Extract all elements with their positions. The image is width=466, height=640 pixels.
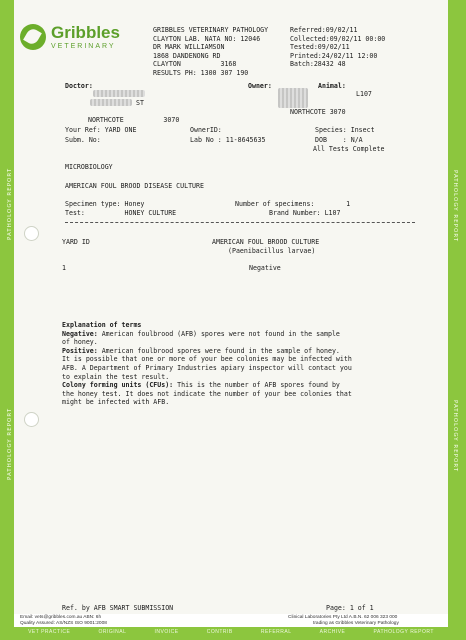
- dashed-divider: [65, 222, 415, 223]
- dates-block: [290, 26, 385, 69]
- strip-label: PATHOLOGY REPORT: [452, 170, 458, 243]
- explanation-block: [62, 321, 352, 407]
- lab-street: 1868 DANDENONG RD: [153, 51, 221, 60]
- owner-label: Owner:: [248, 82, 272, 90]
- copy-tab: REFERRAL: [260, 629, 292, 635]
- footer-company: Clinical Laboratories Pty Ltd A.B.N. 62 006 323 000: [288, 615, 398, 620]
- doctor-street-suffix: ST: [136, 99, 144, 107]
- negative-text-2: of honey.: [62, 338, 98, 347]
- copy-tab: PATHOLOGY REPORT: [373, 629, 434, 635]
- lab-doctor: DR MARK WILLIAMSON: [153, 43, 225, 52]
- tested-date: Tested:09/02/11: [290, 43, 350, 52]
- tests-status: All Tests Complete: [313, 145, 385, 153]
- results-phone: RESULTS PH: 1300 307 190: [153, 68, 249, 77]
- copy-tab: CONTRIB: [206, 629, 233, 635]
- footer-trading: trading as Gribbles Veterinary Pathology: [313, 621, 399, 626]
- negative-text: American foulbrood (AFB) spores were not found in the sample: [97, 329, 340, 338]
- positive-text: American foulbrood spores were found in the sample of honey.: [97, 346, 340, 355]
- strip-label: PATHOLOGY REPORT: [452, 400, 458, 473]
- doctor-suburb: NORTHCOTE 3070: [88, 116, 180, 124]
- specimen-type: Specimen type: Honey: [65, 200, 145, 208]
- negative-label: Negative:: [62, 329, 98, 338]
- leaf-icon: [20, 24, 46, 50]
- owner-id: OwnerID:: [190, 126, 222, 134]
- footer-email: Email: vets@gribbles.com.au ABN: 6h: [20, 615, 102, 620]
- result-value: Negative: [249, 264, 281, 272]
- strip-label: PATHOLOGY REPORT: [7, 167, 13, 240]
- species: Species: Insect: [315, 126, 375, 134]
- redacted-doctor-name: [93, 90, 145, 97]
- lab-name: GRIBBLES VETERINARY PATHOLOGY: [153, 26, 269, 34]
- punch-hole: [24, 412, 39, 427]
- department: MICROBIOLOGY: [65, 163, 113, 171]
- col-afb-culture: AMERICAN FOUL BROOD CULTURE: [212, 238, 320, 246]
- right-green-strip: [448, 0, 466, 640]
- redacted-doctor-street: [90, 99, 132, 106]
- explanation-heading: Explanation of terms: [62, 321, 142, 329]
- submission-reference: Ref. by AFB SMART SUBMISSION: [62, 604, 174, 612]
- positive-label: Positive:: [62, 346, 98, 355]
- positive-text-3: AFB. A Department of Primary Industries apiary inspector will contact you: [62, 363, 352, 372]
- date-of-birth: DOB : N/A: [315, 136, 363, 144]
- referred-date: Referred:09/02/11: [290, 26, 358, 34]
- copy-tab: ORIGINAL: [98, 629, 127, 635]
- col-organism: (Paenibacillus larvae): [228, 247, 316, 255]
- cfu-text-3: might be infected with AFB.: [62, 398, 170, 407]
- brand-sub: VETERINARY: [51, 43, 116, 50]
- lab-address-block: [153, 26, 268, 78]
- brand-name: Gribbles: [51, 23, 120, 42]
- collected-date: Collected:09/02/11 00:00: [290, 34, 386, 43]
- copy-tab: ARCHIVE: [319, 629, 346, 635]
- doctor-label: Doctor:: [65, 82, 93, 90]
- copy-tab: VET PRACTICE: [28, 629, 71, 635]
- test-name: Test: HONEY CULTURE: [65, 209, 177, 217]
- cfu-label: Colony forming units (CFUs):: [62, 381, 174, 390]
- owner-suburb: NORTHCOTE 3070: [290, 108, 346, 116]
- footer-quality: Quality Assured: AS/NZS ISO 9001:2008: [20, 621, 107, 626]
- brand-number: Brand Number: L107: [269, 209, 341, 217]
- result-yard-id: 1: [62, 264, 66, 272]
- gribbles-logo: [20, 24, 120, 50]
- lab-number: Lab No : 11-8645635: [190, 136, 266, 144]
- cfu-text-2: the honey test. It does not indicate the number of your bee colonies that: [62, 389, 352, 398]
- test-title: AMERICAN FOUL BROOD DISEASE CULTURE: [65, 182, 204, 190]
- punch-hole: [24, 226, 39, 241]
- lab-suburb: CLAYTON 3168: [153, 60, 237, 69]
- redacted-owner: [278, 88, 308, 108]
- cfu-text: This is the number of AFB spores found by: [173, 381, 340, 390]
- positive-text-4: to explain the test result.: [62, 372, 170, 381]
- copy-tab: INVOICE: [154, 629, 179, 635]
- submission-number: Subm. No:: [65, 136, 101, 144]
- animal-id: L107: [356, 90, 372, 98]
- batch-number: Batch:28432 48: [290, 60, 346, 69]
- number-of-specimens: Number of specimens: 1: [235, 200, 351, 208]
- page-number: Page: 1 of 1: [326, 604, 374, 612]
- col-yard-id: YARD ID: [62, 238, 90, 246]
- printed-date: Printed:24/02/11 12:00: [290, 51, 378, 60]
- left-green-strip: [0, 0, 14, 640]
- your-ref: Your Ref: YARD ONE: [65, 126, 137, 134]
- positive-text-2: It is possible that one or more of your bee colonies may be infected with: [62, 355, 352, 364]
- copy-tabs: [14, 629, 448, 635]
- strip-label: PATHOLOGY REPORT: [7, 407, 13, 480]
- lab-nata: CLAYTON LAB. NATA NO: 12046: [153, 34, 261, 43]
- animal-label: Animal:: [318, 82, 346, 90]
